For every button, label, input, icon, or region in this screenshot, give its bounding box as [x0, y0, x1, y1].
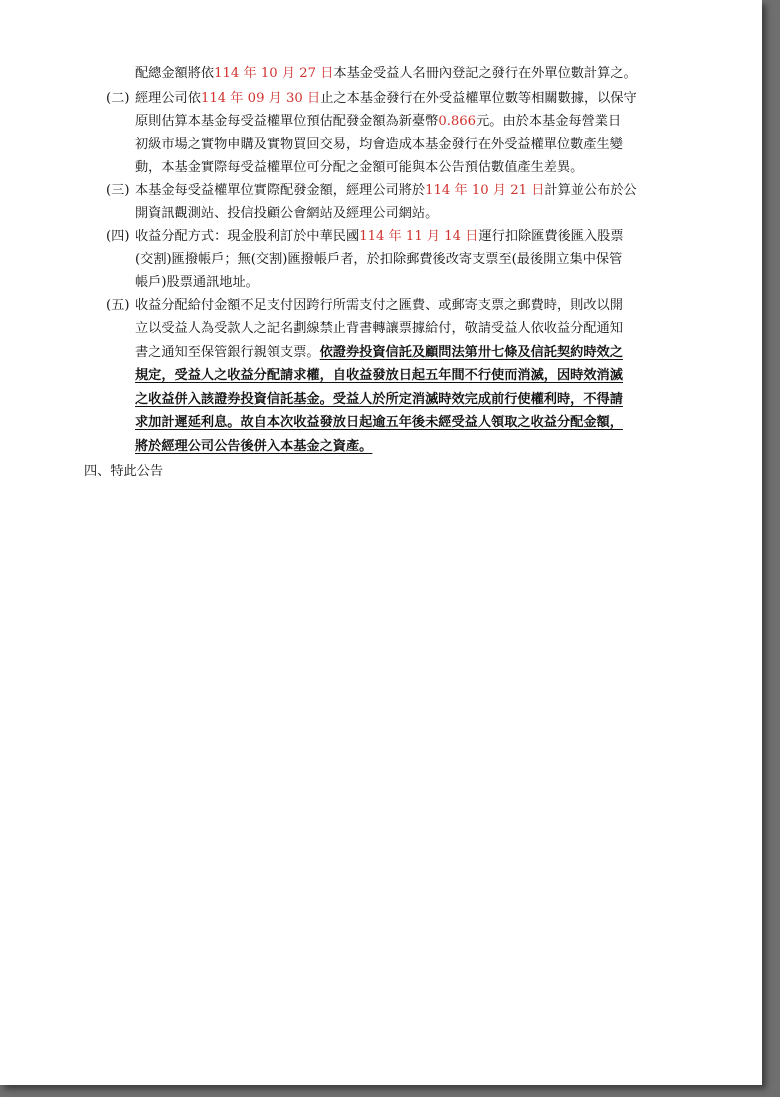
- legal-notice-emphasis: 之收益併入該證券投資信託基金。受益人於所定消滅時效完成前行使權利時，不得請: [135, 392, 623, 407]
- text: 收益分配方式：現金股利訂於中華民國: [135, 229, 360, 244]
- legal-notice-emphasis: 將於經理公司公告後併入本基金之資產。: [135, 439, 373, 454]
- item-number-2: (二): [106, 91, 130, 106]
- text: 計算並公布於公: [544, 183, 637, 198]
- item-number-4: (四): [106, 229, 130, 244]
- text: 本基金每受益權單位實際配發金額，經理公司將於: [135, 183, 426, 198]
- paragraph-line: [135, 227, 624, 247]
- section-heading: 四、特此公告: [84, 464, 164, 479]
- amount-highlight: 0.866: [438, 114, 477, 129]
- paragraph-line: 開資訊觀測站、投信投顧公會網站及經理公司網站。: [135, 206, 439, 221]
- paragraph-line: 動，本基金實際每受益權單位可分配之金額可能與本公告預估數值產生差異。: [135, 160, 584, 175]
- paragraph-line: [135, 181, 637, 201]
- date-highlight: 114 年 10 月 27 日: [214, 66, 334, 81]
- paragraph-line: 收益分配給付金額不足支付因跨行所需支付之匯費、或郵寄支票之郵費時，則改以開: [135, 298, 623, 313]
- text: 本基金受益人名冊內登記之發行在外單位數計算之。: [333, 66, 637, 81]
- text: 書之通知至保管銀行親領支票。: [135, 345, 320, 360]
- paragraph-line: 立以受益人為受款人之記名劃線禁止背書轉讓票據給付，敬請受益人依收益分配通知: [135, 321, 623, 336]
- text: 經理公司依: [135, 91, 201, 106]
- paragraph-line: [135, 343, 623, 363]
- paragraph-line: [135, 89, 637, 109]
- text: 運行扣除匯費後匯入股票: [478, 229, 624, 244]
- legal-notice-emphasis: 依證券投資信託及顧問法第卅七條及信託契約時效之: [319, 345, 623, 360]
- text: 止之本基金發行在外受益權單位數等相關數據，以保守: [320, 91, 637, 106]
- legal-notice-emphasis: 規定，受益人之收益分配請求權，自收益發放日起五年間不行使而消滅，因時效消滅: [135, 368, 623, 383]
- item-number-3: (三): [106, 183, 130, 198]
- text: 配總金額將依: [135, 66, 215, 81]
- date-highlight: 114 年 09 月 30 日: [200, 91, 321, 106]
- paragraph-line: [135, 64, 637, 84]
- legal-notice-emphasis: 求加計遲延利息。故自本次收益發放日起逾五年後未經受益人領取之收益分配金額，: [135, 415, 623, 430]
- paragraph-line: 初級市場之實物申購及實物買回交易，均會造成本基金發行在外受益權單位數產生變: [135, 137, 623, 152]
- paragraph-line: 帳戶)股票通訊地址。: [135, 275, 259, 290]
- paragraph-line: (交割)匯撥帳戶；無(交割)匯撥帳戶者，於扣除郵費後改寄支票至(最後開立集中保管: [135, 252, 623, 267]
- text: 原則估算本基金每受益權單位預估配發金額為新臺幣: [135, 114, 439, 129]
- paragraph-line: [135, 112, 621, 132]
- date-highlight: 114 年 11 月 14 日: [359, 229, 479, 244]
- item-number-5: (五): [106, 298, 130, 313]
- date-highlight: 114 年 10 月 21 日: [425, 183, 545, 198]
- text: 元。由於本基金每營業日: [476, 114, 622, 129]
